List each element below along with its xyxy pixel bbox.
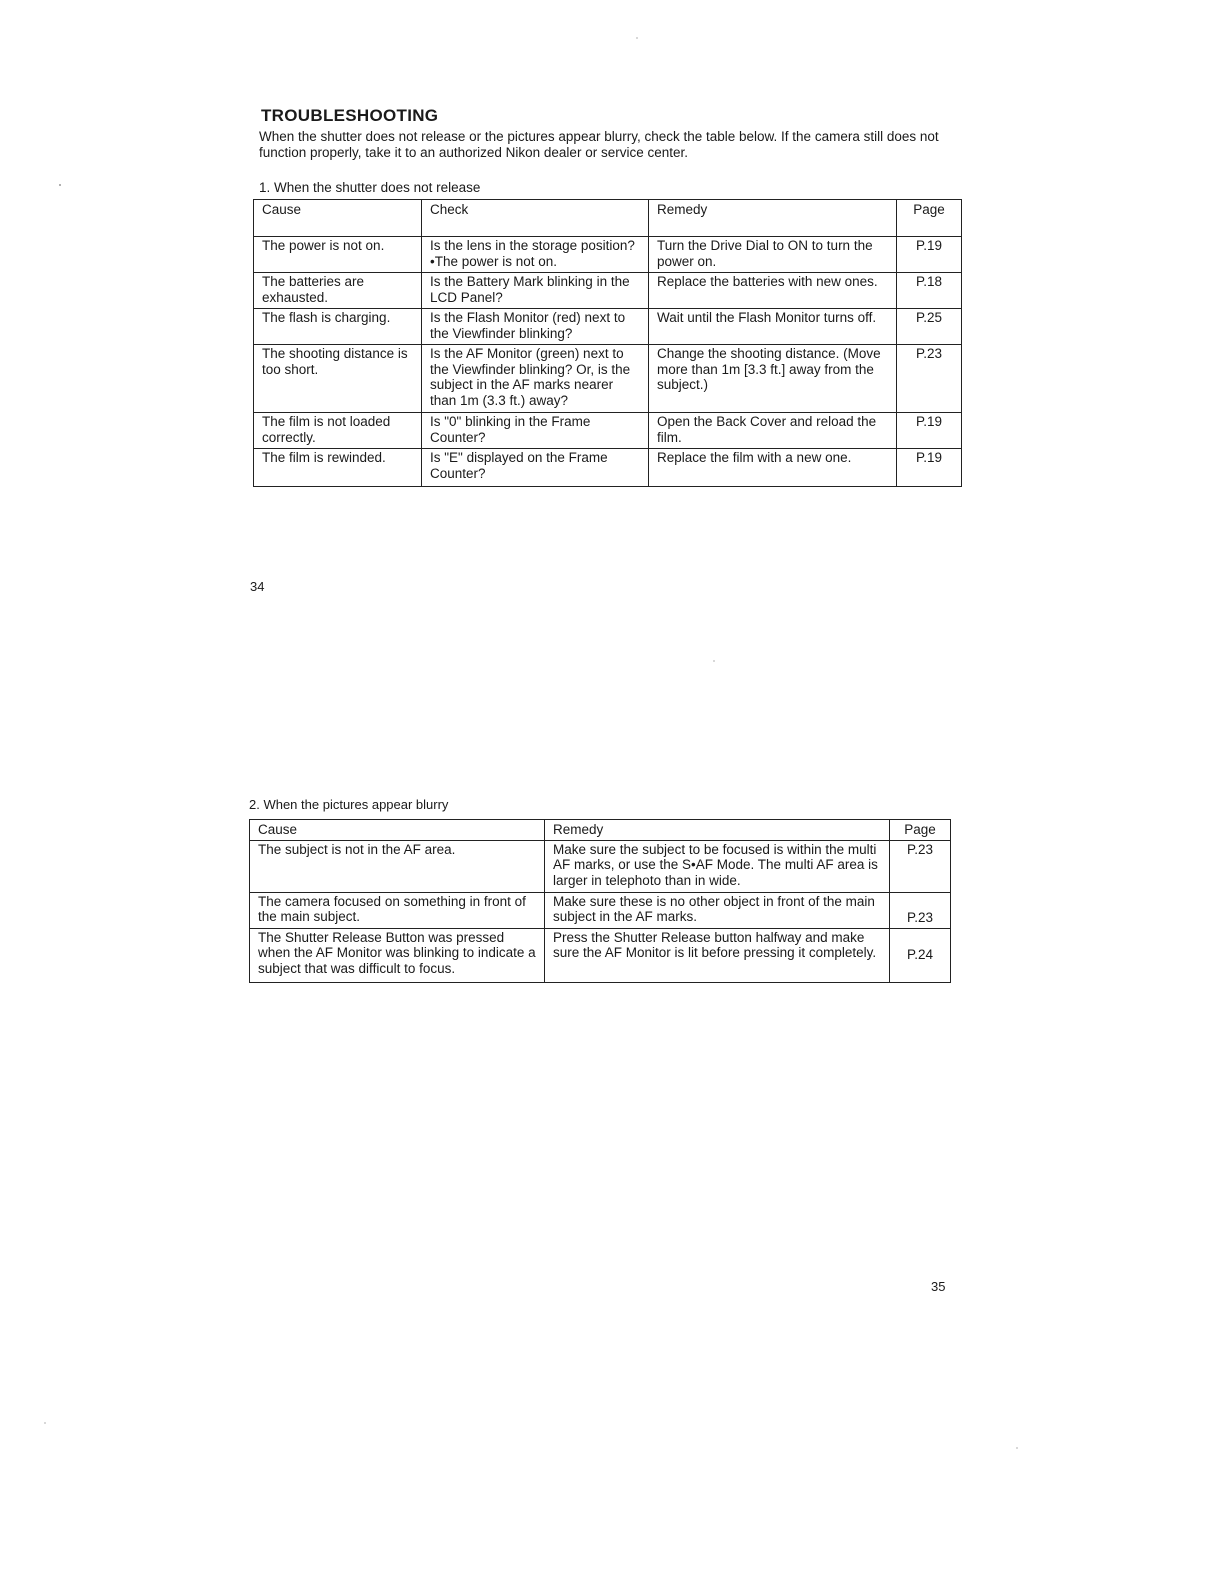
scan-speck [636,37,638,39]
check-cell: Is the Flash Monitor (red) next to the Viewfinder blinking? [422,309,649,345]
check-cell: Is the AF Monitor (green) next to the Viewfinder blinking? Or, is the subject in the AF marks nearer than 1m (3.3 ft.) away? [422,345,649,413]
remedy-cell: Change the shooting distance. (Move more than 1m [3.3 ft.] away from the subject.) [649,345,897,413]
table-row [254,345,962,413]
table-row [254,237,962,273]
header-cause: Cause [250,820,545,841]
cause-cell: The film is rewinded. [254,449,422,487]
check-cell: Is "0" blinking in the Frame Counter? [422,413,649,449]
page-cell: P.19 [897,413,962,449]
section2-heading: 2. When the pictures appear blurry [249,797,449,812]
scan-speck [44,1422,46,1424]
check-cell: Is the Battery Mark blinking in the LCD Panel? [422,273,649,309]
table-row [250,928,951,982]
remedy-cell: Make sure the subject to be focused is within the multi AF marks, or use the S•AF Mode. The multi AF area is larger in telephoto than in wide. [545,840,890,892]
cause-cell: The subject is not in the AF area. [250,840,545,892]
remedy-cell: Replace the batteries with new ones. [649,273,897,309]
header-remedy: Remedy [649,200,897,237]
page-number-left: 34 [250,579,265,594]
intro-paragraph: When the shutter does not release or the pictures appear blurry, check the table below. If the camera still does not function properly, take it to an authorized Nikon dealer or service center. [259,129,939,160]
scan-speck [713,660,715,662]
cause-cell: The power is not on. [254,237,422,273]
table-row [254,273,962,309]
table-row [250,892,951,928]
header-page: Page [890,820,951,841]
cause-cell: The shooting distance is too short. [254,345,422,413]
scan-speck [1016,1447,1018,1449]
page-cell: P.23 [897,345,962,413]
page-cell: P.23 [890,840,951,892]
remedy-cell: Press the Shutter Release button halfway and make sure the AF Monitor is lit before pressing it completely. [545,928,890,982]
table-row [254,449,962,487]
header-check: Check [422,200,649,237]
table-header-row [250,820,951,841]
cause-cell: The flash is charging. [254,309,422,345]
remedy-cell: Turn the Drive Dial to ON to turn the power on. [649,237,897,273]
remedy-cell: Wait until the Flash Monitor turns off. [649,309,897,345]
cause-cell: The batteries are exhausted. [254,273,422,309]
table-header-row [254,200,962,237]
check-cell: Is "E" displayed on the Frame Counter? [422,449,649,487]
shutter-table [253,199,962,487]
cause-cell: The Shutter Release Button was pressed when the AF Monitor was blinking to indicate a subject that was difficult to focus. [250,928,545,982]
page-cell: P.19 [897,449,962,487]
page-cell: P.18 [897,273,962,309]
table-row [254,413,962,449]
cause-cell: The film is not loaded correctly. [254,413,422,449]
cause-cell: The camera focused on something in front of the main subject. [250,892,545,928]
header-remedy: Remedy [545,820,890,841]
page-cell: P.25 [897,309,962,345]
page-cell: P.24 [890,928,951,982]
blurry-table [249,819,951,983]
scan-speck [59,184,61,186]
header-page: Page [897,200,962,237]
remedy-cell: Make sure these is no other object in front of the main subject in the AF marks. [545,892,890,928]
table-row [254,309,962,345]
header-cause: Cause [254,200,422,237]
page-cell: P.19 [897,237,962,273]
remedy-cell: Replace the film with a new one. [649,449,897,487]
section1-heading: 1. When the shutter does not release [259,180,481,195]
page-cell: P.23 [890,892,951,928]
remedy-cell: Open the Back Cover and reload the film. [649,413,897,449]
page-title: TROUBLESHOOTING [261,106,439,125]
check-cell: Is the lens in the storage position? •The power is not on. [422,237,649,273]
page-number-right: 35 [931,1279,946,1294]
table-row [250,840,951,892]
